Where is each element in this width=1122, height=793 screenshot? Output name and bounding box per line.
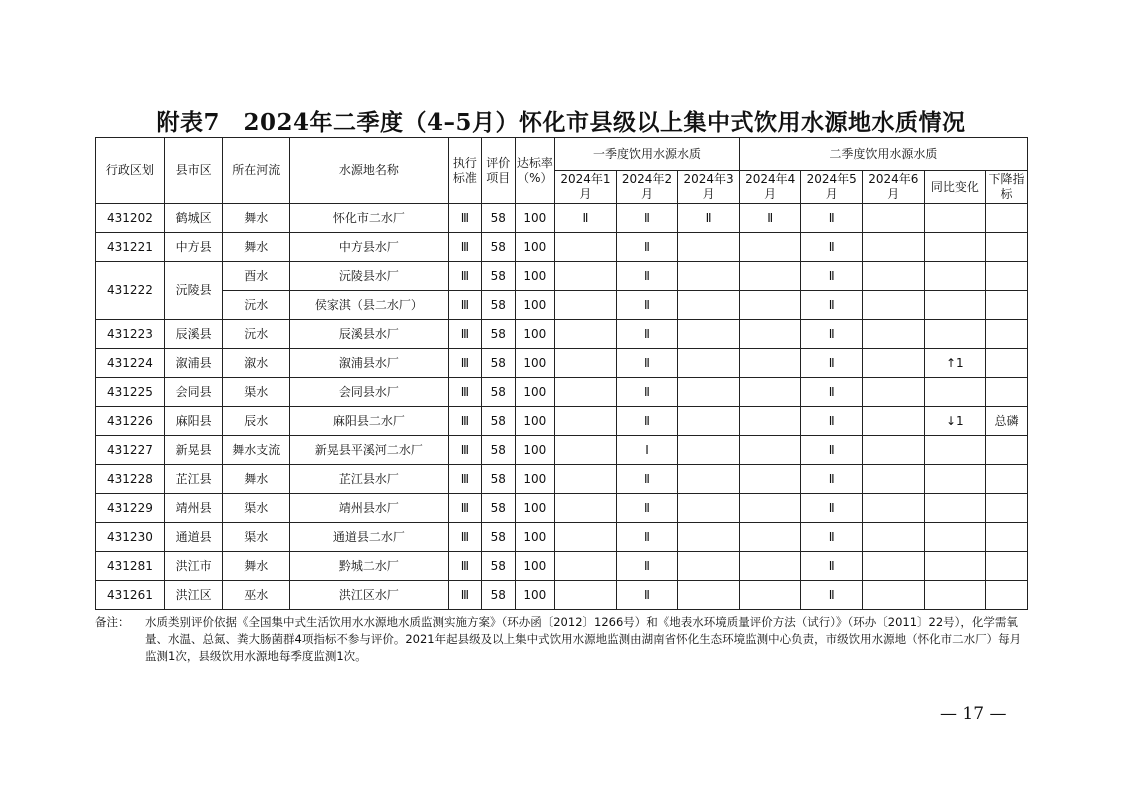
cell-standard: Ⅲ (448, 436, 481, 465)
cell-standard: Ⅲ (448, 494, 481, 523)
cell-month-5: Ⅱ (801, 320, 863, 349)
cell-items: 58 (482, 233, 515, 262)
cell-rate: 100 (515, 581, 555, 610)
cell-county: 洪江市 (164, 552, 222, 581)
cell-river: 舞水 (223, 204, 290, 233)
cell-month-2: Ⅱ (616, 262, 678, 291)
cell-standard: Ⅲ (448, 320, 481, 349)
cell-river: 渠水 (223, 523, 290, 552)
cell-items: 58 (482, 291, 515, 320)
cell-source-name: 会同县水厂 (290, 378, 449, 407)
header-items: 评价项目 (482, 138, 515, 204)
cell-items: 58 (482, 378, 515, 407)
table-row (96, 320, 1028, 349)
table-row (96, 262, 1028, 291)
cell-month-4 (739, 378, 801, 407)
cell-month-4 (739, 436, 801, 465)
cell-yoy-change (924, 204, 986, 233)
cell-month-1 (555, 407, 617, 436)
cell-decline-indicator (986, 581, 1028, 610)
cell-items: 58 (482, 523, 515, 552)
cell-month-3 (678, 581, 740, 610)
cell-month-6 (863, 349, 925, 378)
cell-month-5: Ⅱ (801, 262, 863, 291)
table-row (96, 378, 1028, 407)
cell-month-6 (863, 204, 925, 233)
water-quality-table (95, 137, 1028, 610)
header-month-4: 2024年4月 (739, 171, 801, 204)
cell-month-4 (739, 494, 801, 523)
table-row (96, 465, 1028, 494)
cell-decline-indicator (986, 523, 1028, 552)
cell-source-name: 洪江区水厂 (290, 581, 449, 610)
cell-month-3 (678, 523, 740, 552)
cell-month-4: Ⅱ (739, 204, 801, 233)
cell-month-5: Ⅱ (801, 233, 863, 262)
cell-decline-indicator (986, 291, 1028, 320)
cell-source-name: 侯家淇（县二水厂） (290, 291, 449, 320)
cell-month-4 (739, 465, 801, 494)
cell-river: 辰水 (223, 407, 290, 436)
cell-rate: 100 (515, 494, 555, 523)
cell-county: 鹤城区 (164, 204, 222, 233)
table-row (96, 349, 1028, 378)
cell-yoy-change (924, 320, 986, 349)
cell-region-code: 431226 (96, 407, 165, 436)
cell-decline-indicator (986, 320, 1028, 349)
header-q1: 一季度饮用水源水质 (555, 138, 740, 171)
cell-source-name: 麻阳县二水厂 (290, 407, 449, 436)
cell-month-4 (739, 291, 801, 320)
cell-county: 中方县 (164, 233, 222, 262)
cell-month-5: Ⅱ (801, 494, 863, 523)
cell-region-code: 431228 (96, 465, 165, 494)
cell-decline-indicator (986, 378, 1028, 407)
cell-month-5: Ⅱ (801, 349, 863, 378)
cell-month-4 (739, 349, 801, 378)
cell-decline-indicator (986, 465, 1028, 494)
cell-county: 通道县 (164, 523, 222, 552)
cell-yoy-change: ↓1 (924, 407, 986, 436)
cell-month-1: Ⅱ (555, 204, 617, 233)
cell-items: 58 (482, 581, 515, 610)
cell-month-2: Ⅱ (616, 465, 678, 494)
cell-region-code: 431229 (96, 494, 165, 523)
cell-rate: 100 (515, 262, 555, 291)
page-number: — 17 — (940, 704, 1007, 724)
cell-standard: Ⅲ (448, 349, 481, 378)
cell-month-2: Ⅰ (616, 436, 678, 465)
cell-standard: Ⅲ (448, 465, 481, 494)
cell-month-4 (739, 407, 801, 436)
header-rate: 达标率（%） (515, 138, 555, 204)
cell-items: 58 (482, 465, 515, 494)
cell-items: 58 (482, 552, 515, 581)
cell-month-2: Ⅱ (616, 233, 678, 262)
cell-county: 芷江县 (164, 465, 222, 494)
cell-standard: Ⅲ (448, 291, 481, 320)
cell-month-6 (863, 465, 925, 494)
cell-county: 沅陵县 (164, 262, 222, 320)
cell-yoy-change (924, 494, 986, 523)
cell-items: 58 (482, 262, 515, 291)
cell-month-4 (739, 581, 801, 610)
cell-month-2: Ⅱ (616, 291, 678, 320)
header-standard: 执行标准 (448, 138, 481, 204)
cell-source-name: 怀化市二水厂 (290, 204, 449, 233)
cell-month-2: Ⅱ (616, 552, 678, 581)
notes-label: 备注： (95, 615, 130, 629)
table-body (96, 204, 1028, 610)
cell-county: 溆浦县 (164, 349, 222, 378)
cell-region-code: 431230 (96, 523, 165, 552)
cell-county: 新晃县 (164, 436, 222, 465)
cell-rate: 100 (515, 291, 555, 320)
cell-region-code: 431281 (96, 552, 165, 581)
cell-county: 辰溪县 (164, 320, 222, 349)
header-month-6: 2024年6月 (863, 171, 925, 204)
cell-rate: 100 (515, 465, 555, 494)
cell-month-3 (678, 320, 740, 349)
cell-river: 舞水支流 (223, 436, 290, 465)
cell-decline-indicator (986, 262, 1028, 291)
cell-month-3 (678, 233, 740, 262)
cell-river: 舞水 (223, 465, 290, 494)
cell-rate: 100 (515, 552, 555, 581)
cell-month-6 (863, 291, 925, 320)
cell-month-1 (555, 494, 617, 523)
cell-month-2: Ⅱ (616, 407, 678, 436)
cell-standard: Ⅲ (448, 204, 481, 233)
cell-month-5: Ⅱ (801, 378, 863, 407)
cell-month-4 (739, 523, 801, 552)
cell-region-code: 431202 (96, 204, 165, 233)
cell-standard: Ⅲ (448, 407, 481, 436)
cell-region-code: 431261 (96, 581, 165, 610)
cell-standard: Ⅲ (448, 552, 481, 581)
cell-region-code: 431223 (96, 320, 165, 349)
notes (95, 614, 1030, 665)
header-month-1: 2024年1月 (555, 171, 617, 204)
cell-standard: Ⅲ (448, 378, 481, 407)
cell-month-4 (739, 233, 801, 262)
header-month-2: 2024年2月 (616, 171, 678, 204)
table-row (96, 581, 1028, 610)
cell-month-2: Ⅱ (616, 581, 678, 610)
cell-month-6 (863, 233, 925, 262)
table-row (96, 291, 1028, 320)
cell-month-1 (555, 320, 617, 349)
cell-source-name: 通道县二水厂 (290, 523, 449, 552)
cell-standard: Ⅲ (448, 581, 481, 610)
cell-month-6 (863, 552, 925, 581)
cell-decline-indicator (986, 233, 1028, 262)
cell-region-code: 431222 (96, 262, 165, 320)
cell-rate: 100 (515, 523, 555, 552)
cell-source-name: 中方县水厂 (290, 233, 449, 262)
header-month-3: 2024年3月 (678, 171, 740, 204)
cell-river: 溆水 (223, 349, 290, 378)
notes-text: 水质类别评价依据《全国集中式生活饮用水水源地水质监测实施方案》（环办函〔2012〕1266号）和《地表水环境质量评价方法（试行）》（环办〔2011〕22号），化学需氧量、水温、总氮、粪大肠菌群4项指标不参与评价。2021年起县级及以上集中式饮用水源地监测由湖南省怀化生态环境监测中心负责，市级饮用水源地（怀化市二水厂）每月监测1次，县级饮用水源地每季度监测1次。 (145, 615, 1022, 663)
cell-river: 舞水 (223, 233, 290, 262)
cell-month-6 (863, 407, 925, 436)
cell-source-name: 黔城二水厂 (290, 552, 449, 581)
cell-yoy-change (924, 552, 986, 581)
cell-month-1 (555, 523, 617, 552)
cell-rate: 100 (515, 320, 555, 349)
cell-items: 58 (482, 349, 515, 378)
cell-month-4 (739, 552, 801, 581)
cell-month-3 (678, 494, 740, 523)
header-q2: 二季度饮用水源水质 (739, 138, 1027, 171)
cell-month-3 (678, 465, 740, 494)
cell-month-6 (863, 494, 925, 523)
cell-rate: 100 (515, 233, 555, 262)
cell-river: 渠水 (223, 378, 290, 407)
header-river: 所在河流 (223, 138, 290, 204)
cell-month-3 (678, 349, 740, 378)
cell-month-1 (555, 378, 617, 407)
cell-month-3 (678, 552, 740, 581)
cell-county: 洪江区 (164, 581, 222, 610)
header-region-code: 行政区划 (96, 138, 165, 204)
cell-month-4 (739, 320, 801, 349)
cell-items: 58 (482, 494, 515, 523)
cell-month-4 (739, 262, 801, 291)
cell-month-6 (863, 523, 925, 552)
cell-month-6 (863, 320, 925, 349)
cell-rate: 100 (515, 436, 555, 465)
cell-month-2: Ⅱ (616, 378, 678, 407)
header-decline-indicator: 下降指标 (986, 171, 1028, 204)
table-row (96, 204, 1028, 233)
cell-items: 58 (482, 407, 515, 436)
page-title: 附表7 2024年二季度（4–5月）怀化市县级以上集中式饮用水源地水质情况 (156, 109, 966, 136)
cell-month-6 (863, 378, 925, 407)
cell-month-1 (555, 465, 617, 494)
cell-decline-indicator (986, 436, 1028, 465)
cell-source-name: 沅陵县水厂 (290, 262, 449, 291)
cell-month-2: Ⅱ (616, 523, 678, 552)
cell-month-5: Ⅱ (801, 407, 863, 436)
cell-month-2: Ⅱ (616, 320, 678, 349)
cell-yoy-change (924, 465, 986, 494)
cell-month-3 (678, 436, 740, 465)
cell-decline-indicator (986, 552, 1028, 581)
cell-month-6 (863, 262, 925, 291)
cell-yoy-change: ↑1 (924, 349, 986, 378)
cell-month-1 (555, 552, 617, 581)
cell-river: 巫水 (223, 581, 290, 610)
header-month-5: 2024年5月 (801, 171, 863, 204)
table-row (96, 233, 1028, 262)
header-yoy-change: 同比变化 (924, 171, 986, 204)
cell-items: 58 (482, 436, 515, 465)
cell-month-3 (678, 407, 740, 436)
cell-region-code: 431224 (96, 349, 165, 378)
cell-standard: Ⅲ (448, 233, 481, 262)
cell-decline-indicator (986, 204, 1028, 233)
cell-region-code: 431221 (96, 233, 165, 262)
cell-county: 靖州县 (164, 494, 222, 523)
cell-month-1 (555, 581, 617, 610)
cell-source-name: 新晃县平溪河二水厂 (290, 436, 449, 465)
cell-month-3: Ⅱ (678, 204, 740, 233)
cell-river: 酉水 (223, 262, 290, 291)
cell-month-6 (863, 581, 925, 610)
table-row (96, 436, 1028, 465)
cell-rate: 100 (515, 204, 555, 233)
cell-month-1 (555, 291, 617, 320)
cell-standard: Ⅲ (448, 523, 481, 552)
cell-yoy-change (924, 378, 986, 407)
cell-decline-indicator: 总磷 (986, 407, 1028, 436)
table-row (96, 494, 1028, 523)
cell-river: 沅水 (223, 320, 290, 349)
cell-month-1 (555, 349, 617, 378)
cell-items: 58 (482, 320, 515, 349)
cell-river: 渠水 (223, 494, 290, 523)
cell-month-2: Ⅱ (616, 494, 678, 523)
cell-month-1 (555, 436, 617, 465)
cell-decline-indicator (986, 494, 1028, 523)
cell-rate: 100 (515, 407, 555, 436)
cell-region-code: 431227 (96, 436, 165, 465)
cell-source-name: 芷江县水厂 (290, 465, 449, 494)
cell-month-1 (555, 262, 617, 291)
cell-month-2: Ⅱ (616, 204, 678, 233)
cell-items: 58 (482, 204, 515, 233)
cell-month-3 (678, 262, 740, 291)
cell-source-name: 溆浦县水厂 (290, 349, 449, 378)
cell-month-5: Ⅱ (801, 436, 863, 465)
cell-yoy-change (924, 581, 986, 610)
table-row (96, 552, 1028, 581)
cell-river: 沅水 (223, 291, 290, 320)
cell-region-code: 431225 (96, 378, 165, 407)
cell-month-5: Ⅱ (801, 204, 863, 233)
cell-month-6 (863, 436, 925, 465)
cell-yoy-change (924, 233, 986, 262)
cell-rate: 100 (515, 349, 555, 378)
cell-month-5: Ⅱ (801, 465, 863, 494)
cell-standard: Ⅲ (448, 262, 481, 291)
cell-source-name: 靖州县水厂 (290, 494, 449, 523)
cell-county: 麻阳县 (164, 407, 222, 436)
cell-river: 舞水 (223, 552, 290, 581)
cell-month-3 (678, 291, 740, 320)
cell-month-5: Ⅱ (801, 291, 863, 320)
table-row (96, 407, 1028, 436)
cell-yoy-change (924, 291, 986, 320)
cell-yoy-change (924, 523, 986, 552)
cell-month-2: Ⅱ (616, 349, 678, 378)
cell-month-3 (678, 378, 740, 407)
cell-source-name: 辰溪县水厂 (290, 320, 449, 349)
cell-decline-indicator (986, 349, 1028, 378)
cell-month-5: Ⅱ (801, 523, 863, 552)
cell-month-5: Ⅱ (801, 581, 863, 610)
cell-county: 会同县 (164, 378, 222, 407)
cell-yoy-change (924, 262, 986, 291)
cell-month-5: Ⅱ (801, 552, 863, 581)
header-source-name: 水源地名称 (290, 138, 449, 204)
cell-month-1 (555, 233, 617, 262)
header-county: 县市区 (164, 138, 222, 204)
cell-yoy-change (924, 436, 986, 465)
cell-rate: 100 (515, 378, 555, 407)
table-row (96, 523, 1028, 552)
